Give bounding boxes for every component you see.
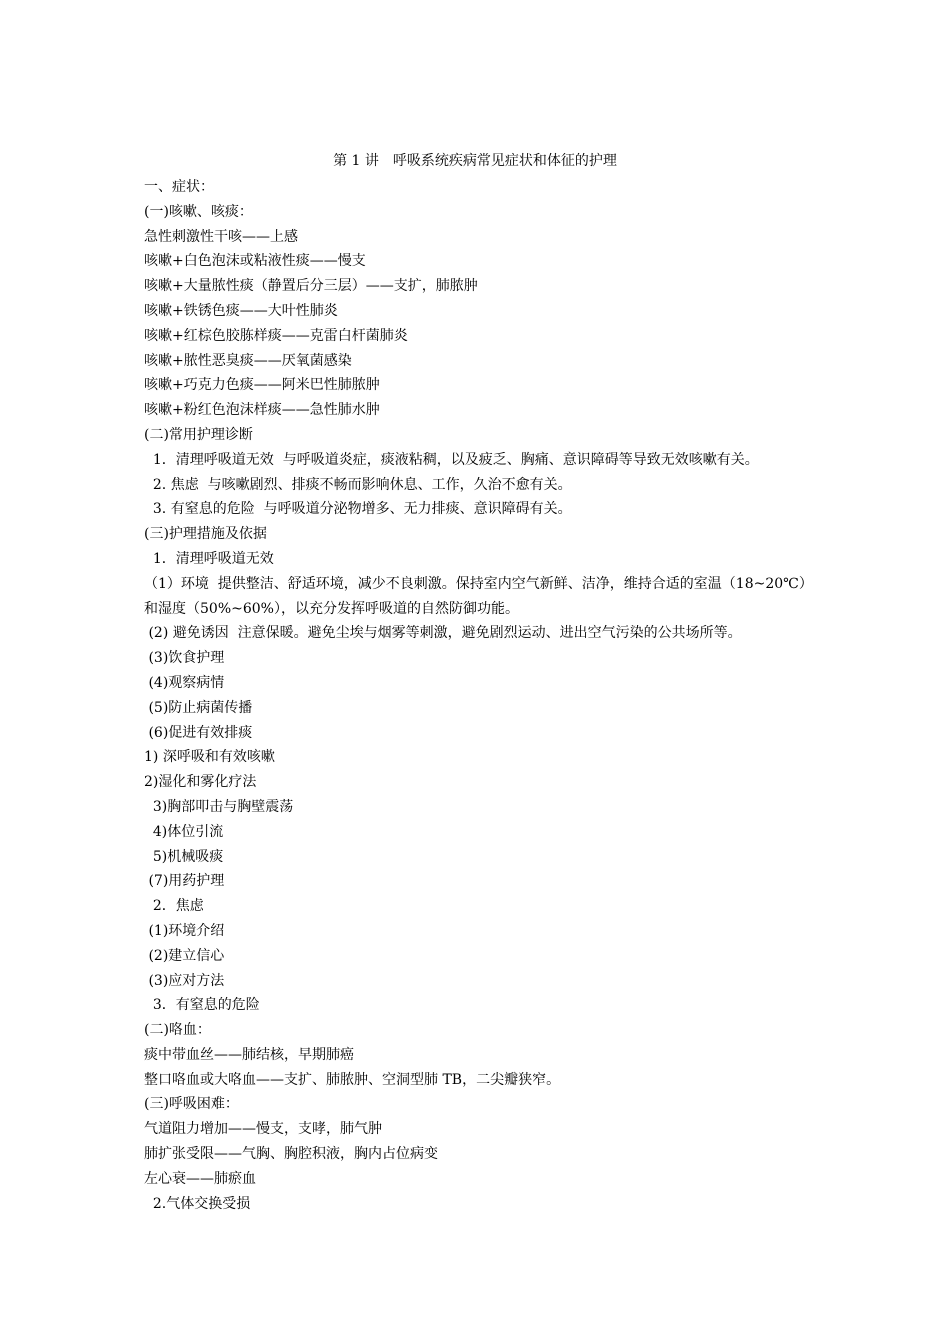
text-line: 3)胸部叩击与胸壁震荡 (144, 798, 294, 815)
text-line: 痰中带血丝——肺结核，早期肺癌 (144, 1046, 354, 1063)
text-line: 咳嗽+大量脓性痰（静置后分三层）——支扩，肺脓肿 (144, 278, 478, 295)
text-line: 咳嗽+脓性恶臭痰——厌氧菌感染 (144, 352, 352, 369)
text-line: 2.气体交换受损 (144, 1195, 251, 1212)
text-line: (二)咯血： (144, 1022, 211, 1039)
text-line: (2)建立信心 (144, 947, 225, 964)
text-line: (5)防止病菌传播 (144, 699, 253, 716)
text-line: 左心衰——肺瘀血 (144, 1170, 256, 1187)
document-body (144, 175, 824, 1216)
text-line: 3．有窒息的危险 (144, 997, 260, 1014)
text-line: 1) 深呼吸和有效咳嗽 (144, 749, 275, 766)
text-line: 1．清理呼吸道无效 (144, 550, 274, 567)
text-line: 咳嗽+粉红色泡沫样痰——急性肺水肿 (144, 402, 380, 419)
text-line: 和湿度（50%~60%），以充分发挥呼吸道的自然防御功能。 (144, 600, 519, 617)
text-line: (一)咳嗽、咳痰： (144, 203, 253, 220)
text-line: 咳嗽+铁锈色痰——大叶性肺炎 (144, 302, 338, 319)
text-line: 急性刺激性干咳——上感 (144, 228, 298, 245)
text-line: 肺扩张受限——气胸、胸腔积液，胸内占位病变 (144, 1146, 438, 1163)
text-line: 2. 焦虑 与咳嗽剧烈、排痰不畅而影响休息、工作，久治不愈有关。 (144, 476, 572, 493)
text-line: 咳嗽+巧克力色痰——阿米巴性肺脓肿 (144, 377, 380, 394)
text-line: (二)常用护理诊断 (144, 426, 253, 443)
text-line: (三)护理措施及依据 (144, 526, 267, 543)
text-line: (2) 避免诱因 注意保暖。避免尘埃与烟雾等刺激，避免剧烈运动、进出空气污染的公共场所等。 (144, 625, 742, 642)
text-line: (7)用药护理 (144, 873, 225, 890)
text-line: (6)促进有效排痰 (144, 724, 253, 741)
text-line: 1．清理呼吸道无效 与呼吸道炎症，痰液粘稠，以及疲乏、胸痛、意识障碍等导致无效咳嗽有关。 (144, 451, 759, 468)
text-line: 4)体位引流 (144, 823, 224, 840)
text-line: (4)观察病情 (144, 674, 225, 691)
text-line: 3. 有窒息的危险 与呼吸道分泌物增多、无力排痰、意识障碍有关。 (144, 501, 572, 518)
text-line: 2．焦虑 (144, 898, 204, 915)
document-title: 第 1 讲 呼吸系统疾病常见症状和体征的护理 (333, 153, 617, 169)
text-line: （1）环境 提供整洁、舒适环境，减少不良刺激。保持室内空气新鲜、洁净，维持合适的室温（18~20℃） (144, 575, 813, 592)
text-line: 咳嗽+红棕色胶胨样痰——克雷白杆菌肺炎 (144, 327, 408, 344)
text-line: (1)环境介绍 (144, 922, 225, 939)
text-line: (三)呼吸困难： (144, 1096, 239, 1113)
text-line: 5)机械吸痰 (144, 848, 224, 865)
text-line: (3)饮食护理 (144, 650, 225, 667)
text-line: 气道阻力增加——慢支，支哮，肺气肿 (144, 1121, 382, 1138)
text-line: 咳嗽+白色泡沫或粘液性痰——慢支 (144, 253, 366, 270)
text-line: 一、症状： (144, 179, 214, 195)
text-line: (3)应对方法 (144, 972, 225, 989)
text-line: 2)湿化和雾化疗法 (144, 774, 257, 791)
text-line: 整口咯血或大咯血——支扩、肺脓肿、空洞型肺 TB，二尖瓣狭窄。 (144, 1071, 561, 1088)
